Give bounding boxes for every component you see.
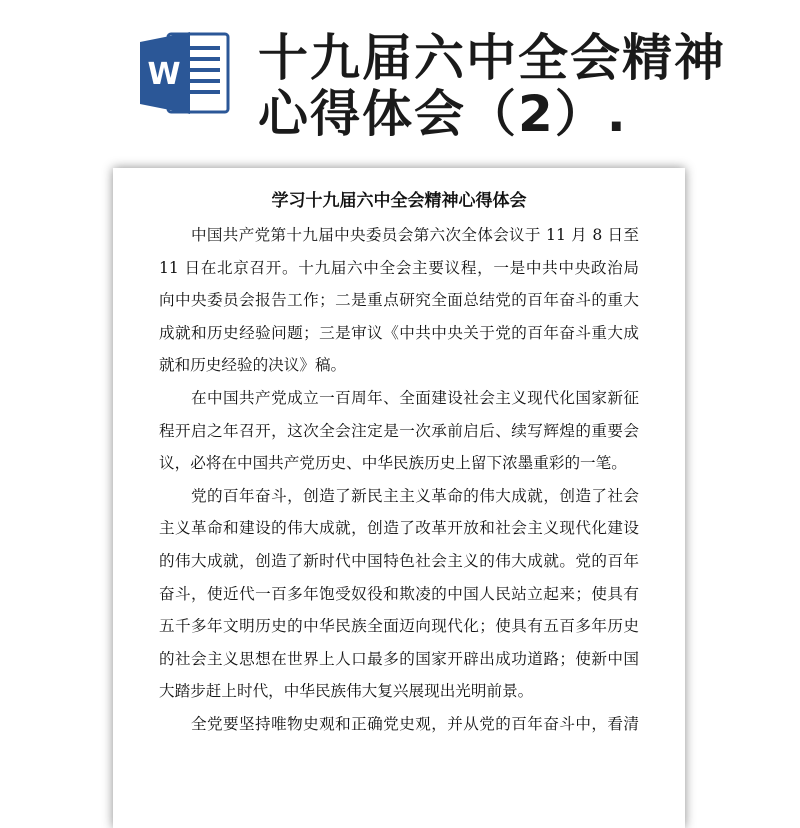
text-line: 议，必将在中国共产党历史、中华民族历史上留下浓墨重彩的一笔。 (159, 454, 627, 473)
title-line-2: 心得体会（2）. (258, 85, 628, 143)
text-line: 党的百年奋斗，创造了新民主主义革命的伟大成就，创造了社会 (191, 486, 639, 505)
text-line: 中国共产党第十九届中央委员会第六次全体会议于 11 月 8 日至 (191, 226, 639, 244)
word-document-icon (138, 30, 230, 116)
text-line: 五千多年文明历史的中华民族全面迈向现代化；使具有五百多年历史 (159, 617, 639, 636)
text-line: 奋斗，使近代一百多年饱受奴役和欺凌的中国人民站立起来；使具有 (159, 584, 639, 603)
paragraph-1 (159, 219, 639, 382)
text-line: 就和历史经验的决议》稿。 (159, 356, 347, 375)
text-line: 向中央委员会报告工作；二是重点研究全面总结党的百年奋斗的重大 (159, 291, 639, 310)
word-letter: W (147, 57, 181, 92)
page-title (258, 30, 778, 142)
document-body (159, 219, 639, 741)
document-page (113, 168, 685, 828)
title-line-1: 十九届六中全会精神 (258, 29, 726, 87)
text-line: 程开启之年召开，这次全会注定是一次承前启后、续写辉煌的重要会 (159, 421, 639, 440)
document-heading: 学习十九届六中全会精神心得体会 (271, 191, 527, 211)
paragraph-3 (159, 480, 639, 708)
text-line: 的社会主义思想在世界上人口最多的国家开辟出成功道路；使新中国 (159, 649, 639, 668)
text-line: 全党要坚持唯物史观和正确党史观，并从党的百年奋斗中，看清 (191, 714, 639, 733)
text-line: 主义革命和建设的伟大成就，创造了改革开放和社会主义现代化建设 (159, 519, 639, 538)
text-line: 的伟大成就，创造了新时代中国特色社会主义的伟大成就。党的百年 (159, 551, 639, 570)
text-line: 成就和历史经验问题；三是审议《中共中央关于党的百年奋斗重大成 (159, 323, 639, 342)
text-line: 在中国共产党成立一百周年、全面建设社会主义现代化国家新征 (191, 388, 639, 407)
header (0, 0, 800, 150)
paragraph-4 (159, 708, 639, 741)
text-line: 大踏步赶上时代，中华民族伟大复兴展现出光明前景。 (159, 682, 534, 701)
text-line: 11 日在北京召开。十九届六中全会主要议程，一是中共中央政治局 (159, 258, 639, 277)
paragraph-2 (159, 382, 639, 480)
